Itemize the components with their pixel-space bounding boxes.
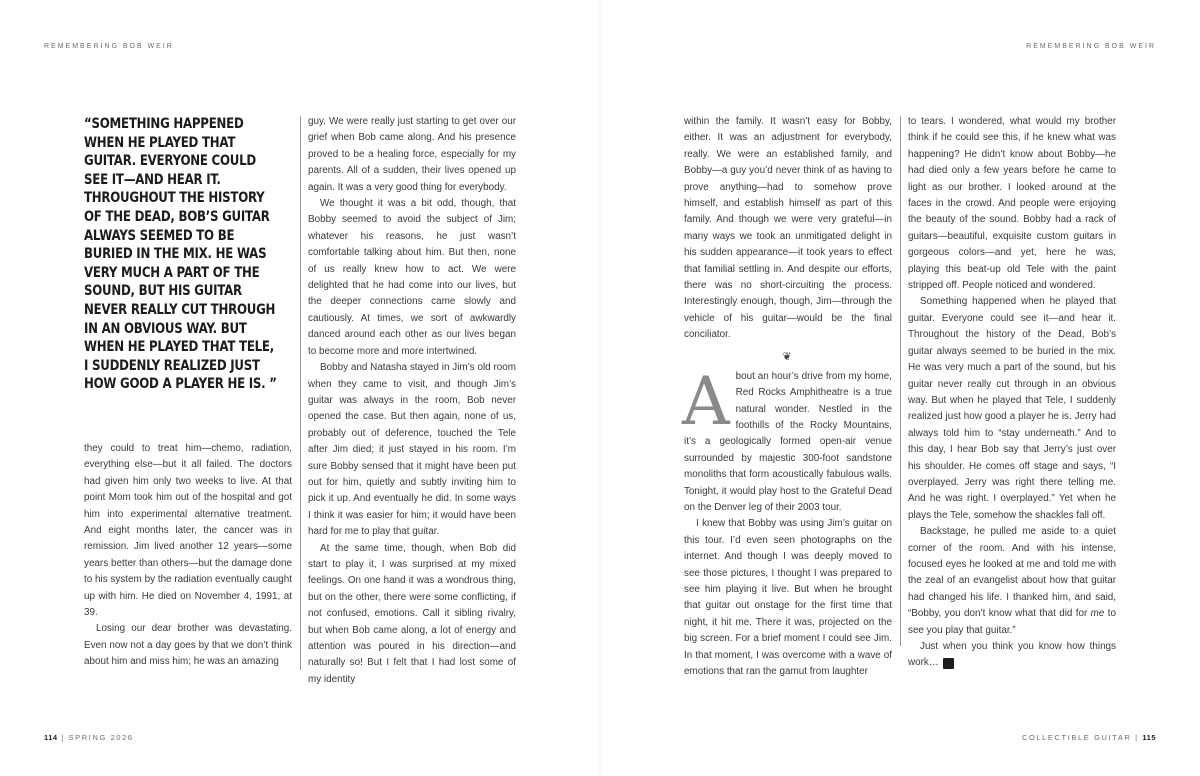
page-number-right: 115 [1142, 733, 1156, 742]
column-1 [84, 441, 292, 671]
folio-separator: | [61, 733, 65, 742]
running-head-right: REMEMBERING BOB WEIR [1026, 43, 1156, 50]
column-divider [900, 116, 901, 646]
column-4 [908, 114, 1116, 672]
paragraph-with-dropcap [682, 362, 892, 517]
pull-quote: “SOMETHING HAPPENED WHEN HE PLAYED THAT GUITAR. EVERYONE COULD SEE IT—AND HEAR IT. THROUGHOUT THE HISTORY OF THE DEAD, BOB’S GUITAR ALWAYS SEEMED TO BE BURIED IN THE MIX. HE WAS VERY MUCH A PART OF THE SOUND, BUT HIS GUITAR NEVER REALLY CUT THROUGH IN AN OBVIOUS WAY. BUT WHEN HE PLAYED THAT TELE, I SUDDENLY REALIZED JUST HOW GOOD A PLAYER HE IS. ” [84, 116, 277, 393]
folio-left [44, 733, 134, 742]
page-number-left: 114 [44, 733, 58, 742]
paragraph [908, 524, 1116, 639]
paragraph-text: bout an hour’s drive from my home, Red Rocks Amphitheatre is a true natural wonder. Nestled in the foothills of the Rocky Mountains, it’s a geologically formed open-air venue surrounded by majestic 300-foot sandstone monoliths that form acoustically fabulous walls. Tonight, it would play host to the Grateful Dead on the Denver leg of their 2003 tour. [684, 370, 892, 513]
paragraph-text: Just when you think you know how things work… [908, 641, 1116, 669]
column-divider [300, 116, 301, 670]
folio-right [1022, 733, 1156, 742]
paragraph: they could to treat him—chemo, radiation, everything else—but it all failed. The doctors had given him only two weeks to live. At that point Mom took him out of the hospital and got him into experimental alternative treatment. And eight months later, the cancer was in remission. Jim lived another 12 years—some years better than others—but the damage done to his system by the radiation eventually caught up with him. He died on November 4, 1991, at 39. [84, 443, 292, 619]
paragraph: to tears. I wondered, what would my brother think if he could see this, if he knew what was happening? He didn’t know about Bobby—he had died only a few years before he came to light as our brother. I looked around at the faces in the crowd. And people were enjoying the beauty of the sound. Bobby had a rack of guitars—beautiful, exquisite custom guitars in gorgeous colors—and yet, here he was, playing this beat-up old Tele with the paint stripped off. People noticed and wondered. [908, 116, 1116, 292]
paragraph: guy. We were really just starting to get over our grief when Bob came along. And his presence proved to be a healing force, especially for my parents. All of a sudden, their lives opened up again. It was a very good thing for everybody. [308, 116, 516, 193]
running-head-left: REMEMBERING BOB WEIR [44, 43, 174, 50]
folio-separator: | [1135, 733, 1139, 742]
paragraph: We thought it was a bit odd, though, that Bobby seemed to avoid the subject of Jim; whatever his reasons, he just wasn’t comfortable talking about him. But then, none of us really knew how to act. We were delighted that he had come into our lives, but the deeper connections came slowly and cautiously. At times, we sort of awkwardly danced around each other as our lives began to become more and more intertwined. [308, 198, 516, 357]
section-ornament-icon: ❦ [782, 350, 794, 363]
paragraph-text: to see you play that guitar.” [908, 608, 1116, 636]
paragraph: I knew that Bobby was using Jim’s guitar on this tour. I’d even seen photographs on the internet. And though I was deeply moved to see those pictures, I thought I was prepared to see him playing it live. But when he brought that guitar out onstage for the first time that night, it hit me. There it was, projected on the big screen. For a brief moment I could see Jim. In that moment, I was overcome with a wave of emotions that ran the gamut from laughter [684, 518, 892, 677]
paragraph: Something happened when he played that guitar. Everyone could see it—and hear it. Throughout the history of the Dead, Bob’s guitar always seemed to be buried in the mix. He was very much a part of the sound, but his guitar never really cut through in an obvious way. But when he played that Tele, I suddenly realized just how good a player he is. Jerry had always told him to “stay underneath.” And to this day, I hear Bob say that Jerry’s just over his shoulder. He comes off stage and says, “I overplayed. Jerry was right there telling me. And he was right. I overplayed.” Yet when he plays the Tele, somehow the shackles fall off. [908, 296, 1116, 521]
paragraph: within the family. It wasn’t easy for Bobby, either. It was an adjustment for everybody, really. We were an established family, and Bobby—a guy you’d never think of as having to prove anything—had to somehow prove himself, and establish himself as part of this family. And though we were very grateful—in many ways we took an unmitigated delight in his sudden appearance—it took years to effect that familial settling in. And despite our efforts, there was no short-circuiting the process. Interestingly enough, though, Jim—through the vehicle of his guitar—would be the final conciliator. [684, 116, 892, 341]
paragraph: Losing our dear brother was devastating. Even now not a day goes by that we don’t think about him and miss him; he was an amazing [84, 623, 292, 668]
magazine-name: COLLECTIBLE GUITAR [1021, 733, 1132, 742]
paragraph [908, 639, 1116, 672]
paragraph-text: Backstage, he pulled me aside to a quiet corner of the room. And with his intense, focused eyes he looked at me and told me with the zeal of an evangelist about how that guitar had changed his life. I thanked him, and said, “Bobby, you don’t know what that did for [908, 526, 1116, 620]
paragraph: Bobby and Natasha stayed in Jim’s old room when they came to visit, and though Jim’s guitar was always in the room, Bob never opened the case. But then again, none of us, probably out of deference, touched the Tele after Jim died; it just stayed in his room. I’m sure Bobby sensed that it might have been put out for him, quietly and subtly inviting him to pick it up. And eventually he did. In some ways I think it was easier for him; it would have been hard for me to play that guitar. [308, 362, 516, 538]
end-mark-icon: G [943, 658, 954, 669]
drop-cap: A [682, 362, 730, 440]
paragraph: At the same time, though, when Bob did start to play it, I was surprised at my mixed feelings. On one hand it was a wondrous thing, but on the other, there were some conflicting, if not confused, emotions. Call it sibling rivalry, but when Bob came along, a lot of energy and attention was poured in his direction—and naturally so! But I felt that I had lost some of my identity [308, 542, 516, 685]
issue-label: SPRING 2026 [68, 733, 134, 742]
emphasis-text: me [1090, 608, 1105, 620]
column-3 [684, 114, 892, 680]
column-2 [308, 114, 516, 688]
page-gutter [598, 0, 602, 776]
